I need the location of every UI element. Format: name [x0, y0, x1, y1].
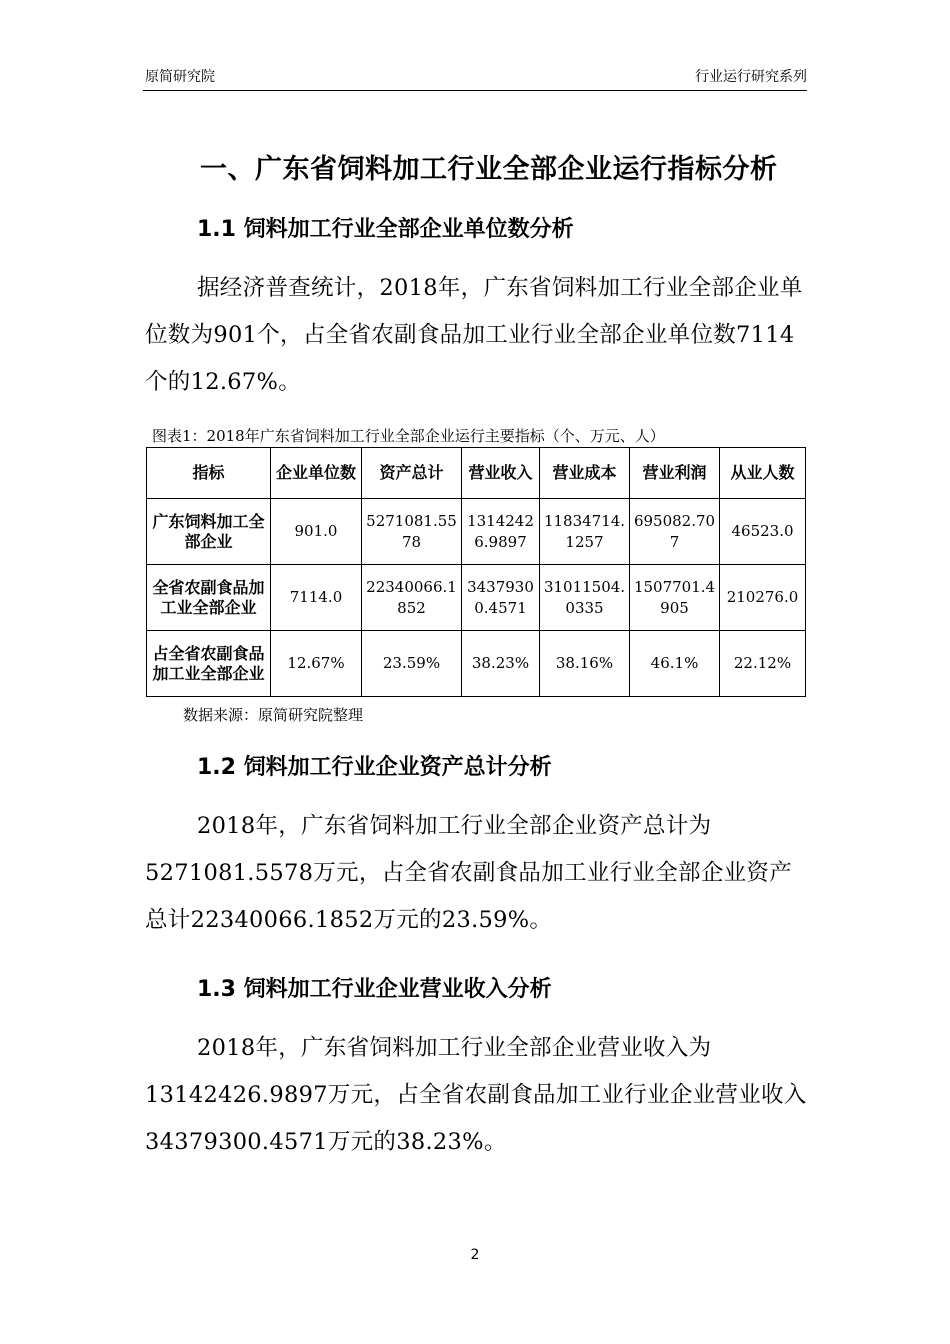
header-publisher: 原简研究院 [145, 69, 215, 85]
section-heading-1-2: 1.2 饲料加工行业企业资产总计分析 [197, 755, 552, 780]
table-cell: 12.67% [271, 631, 362, 697]
table-row [147, 499, 806, 565]
table-cell: 901.0 [271, 499, 362, 565]
table-cell: 11834714.1257 [540, 499, 630, 565]
row-label: 广东饲料加工全部企业 [147, 499, 271, 565]
table-caption: 图表1：2018年广东省饲料加工行业全部企业运行主要指标（个、万元、人） [152, 427, 665, 445]
header-profit: 营业利润 [630, 448, 720, 499]
header-rule [143, 90, 807, 91]
section-paragraph-1-1: 据经济普查统计，2018年，广东省饲料加工行业全部企业单位数为901个，占全省农副食品加工业行业全部企业单位数7114个的12.67%。 [145, 275, 803, 395]
indicators-table [146, 447, 806, 697]
table-cell: 38.16% [540, 631, 630, 697]
table-cell: 22340066.1852 [362, 565, 462, 631]
section-paragraph-1-2: 2018年，广东省饲料加工行业全部企业资产总计为5271081.5578万元，占全省农副食品加工业行业全部企业资产总计22340066.1852万元的23.59%。 [145, 813, 793, 933]
table-cell: 13142426.9897 [462, 499, 540, 565]
header-series: 行业运行研究系列 [695, 69, 807, 85]
table-header-row [147, 448, 806, 499]
table-source: 数据来源：原简研究院整理 [183, 706, 364, 724]
table-cell: 46523.0 [720, 499, 806, 565]
row-label: 全省农副食品加工业全部企业 [147, 565, 271, 631]
section-heading-1-3: 1.3 饲料加工行业企业营业收入分析 [197, 977, 552, 1002]
table-cell: 23.59% [362, 631, 462, 697]
chapter-title: 一、广东省饲料加工行业全部企业运行指标分析 [200, 154, 778, 185]
table-cell: 22.12% [720, 631, 806, 697]
header-cost: 营业成本 [540, 448, 630, 499]
header-indicator: 指标 [147, 448, 271, 499]
page-number: 2 [470, 1247, 480, 1263]
header-enterprise-count: 企业单位数 [271, 448, 362, 499]
table-cell: 695082.707 [630, 499, 720, 565]
table-cell: 7114.0 [271, 565, 362, 631]
table-cell: 1507701.4905 [630, 565, 720, 631]
header-revenue: 营业收入 [462, 448, 540, 499]
row-label: 占全省农副食品加工业全部企业 [147, 631, 271, 697]
header-employees: 从业人数 [720, 448, 806, 499]
table-cell: 31011504.0335 [540, 565, 630, 631]
table-cell: 38.23% [462, 631, 540, 697]
table-cell: 210276.0 [720, 565, 806, 631]
header-total-assets: 资产总计 [362, 448, 462, 499]
table-row [147, 631, 806, 697]
table-cell: 34379300.4571 [462, 565, 540, 631]
section-paragraph-1-3: 2018年，广东省饲料加工行业全部企业营业收入为13142426.9897万元，占全省农副食品加工业行业企业营业收入34379300.4571万元的38.23%。 [145, 1035, 807, 1155]
table-cell: 5271081.5578 [362, 499, 462, 565]
table-row [147, 565, 806, 631]
section-heading-1-1: 1.1 饲料加工行业全部企业单位数分析 [197, 217, 574, 242]
table-cell: 46.1% [630, 631, 720, 697]
